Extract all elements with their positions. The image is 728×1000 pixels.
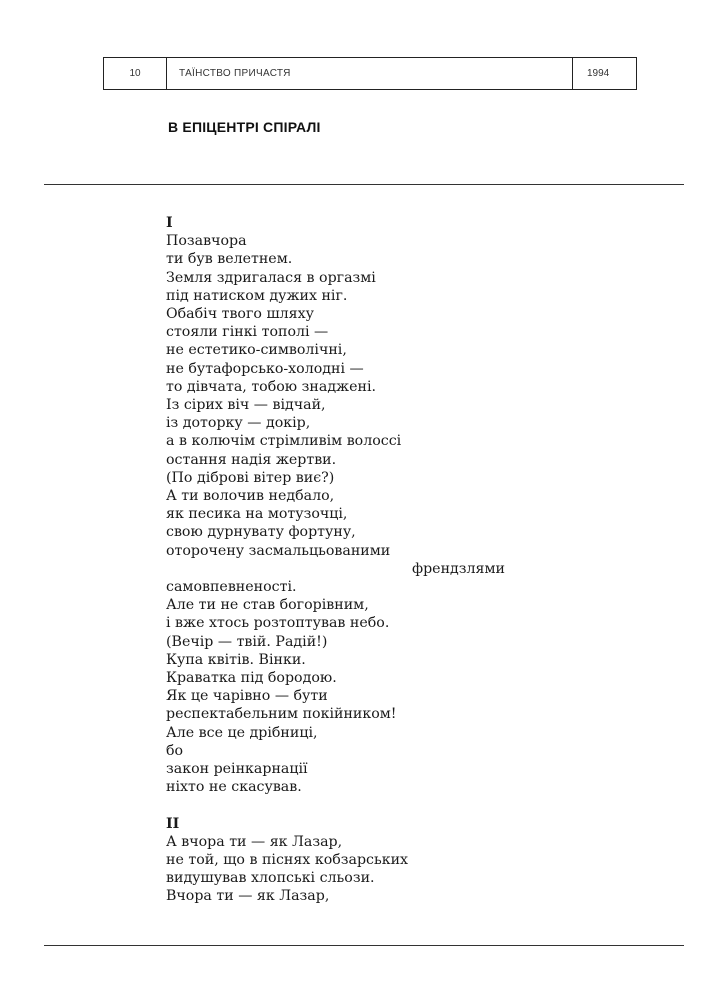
poem-line: Із сірих віч — відчай,: [166, 397, 326, 414]
poem-line: із доторку — докір,: [166, 415, 311, 432]
poem-line: а в колючім стрімливім волоссі: [166, 433, 402, 450]
poem-line: (Вечір — твій. Радій!): [166, 633, 328, 650]
poem-line: самовпевненості.: [166, 579, 297, 596]
poem-body: [166, 214, 505, 906]
poem-line: ніхто не скасував.: [166, 779, 302, 796]
poem-line: Краватка під бородою.: [166, 670, 337, 687]
poem-line: як песика на мотузочці,: [166, 506, 348, 523]
year-label: 1994: [572, 58, 636, 89]
poem-line: Земля здригалася в оргазмі: [166, 269, 376, 286]
poem-line: Обабіч твого шляху: [166, 306, 314, 323]
section-title: ТАЇНСТВО ПРИЧАСТЯ: [179, 68, 291, 79]
poem-line: оторочену засмальцьованими: [166, 542, 391, 559]
poem-line: респектабельним покійником!: [166, 706, 397, 723]
poem-line: Але ти не став богорівним,: [166, 597, 369, 614]
stanza-gap: [166, 797, 505, 815]
poem-line: ти був велетнем.: [166, 251, 293, 268]
poem-title: В ЕПІЦЕНТРІ СПІРАЛІ: [168, 119, 321, 135]
poem-line: бо: [166, 742, 184, 759]
poem-line: Позавчора: [166, 233, 247, 250]
poem-line: (По діброві вітер виє?): [166, 469, 335, 486]
poem-line: не бутафорсько-холодні —: [166, 360, 364, 377]
bottom-divider: [44, 945, 684, 946]
page-number: 10: [104, 58, 167, 89]
part-numeral: II: [166, 815, 180, 832]
poem-line: Купа квітів. Вінки.: [166, 651, 306, 668]
poem-line: під натиском дужих ніг.: [166, 287, 348, 304]
poem-line: остання надія жертви.: [166, 451, 337, 468]
poem-line: не той, що в піснях кобзарських: [166, 851, 409, 868]
poem-line-indented: френдзлями: [412, 560, 505, 577]
poem-line: А вчора ти — як Лазар,: [166, 833, 343, 850]
top-divider: [44, 184, 684, 185]
poem-line: то дівчата, тобою знаджені.: [166, 378, 376, 395]
running-header: [103, 57, 637, 90]
poem-line: свою дурнувату фортуну,: [166, 524, 356, 541]
part-numeral: I: [166, 215, 173, 231]
poem-line: Але все це дрібниці,: [166, 724, 318, 741]
poem-line: закон реінкарнації: [166, 761, 308, 778]
poem-line: Як це чарівно — бути: [166, 688, 328, 705]
poem-line: А ти волочив недбало,: [166, 488, 335, 505]
poem-line: видушував хлопські сльози.: [166, 870, 375, 887]
poem-line: і вже хтось розтоптував небо.: [166, 615, 390, 632]
poem-line: Вчора ти — як Лазар,: [166, 888, 330, 905]
poem-line: стояли гінкі тополі —: [166, 324, 329, 341]
poem-line: не естетико-символічні,: [166, 342, 347, 359]
